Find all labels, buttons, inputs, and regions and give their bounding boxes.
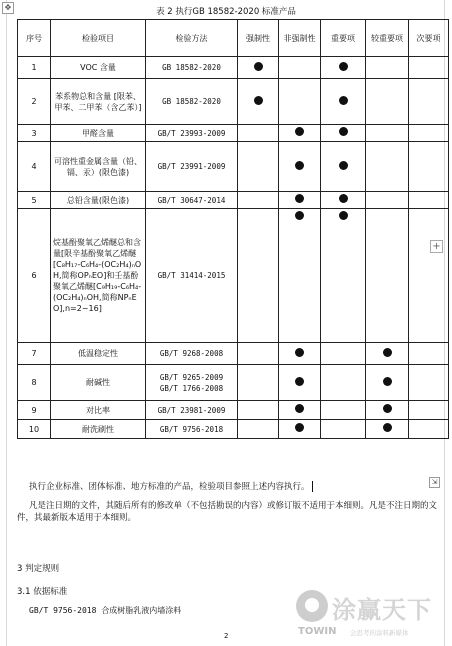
classification-cell [238,401,279,420]
paragraph-dated-references[interactable]: 凡是注日期的文件，其随后所有的修改单（不包括勘误的内容）或修订版不适用于本细则。凡是不注日期的文件，其最新版本适用于本细则。 [17,501,438,523]
classification-cell [238,343,279,365]
test-method: GB/T 23993-2009 [146,125,238,142]
paragraph-enterprise-standards[interactable]: 执行企业标准、团体标准、地方标准的产品，检验项目参照上述内容执行。 [29,481,429,493]
towin-watermark [296,588,446,644]
towin-logo-icon [296,590,328,622]
classification-cell [238,79,279,125]
table-row [18,79,449,125]
standard-reference[interactable]: GB/T 9756-2018 合成树脂乳液内墙涂料 [29,606,182,615]
row-number: 6 [18,209,51,343]
classification-cell [409,209,449,343]
classification-cell [238,142,279,192]
table-body [18,57,449,439]
table-row [18,401,449,420]
classification-cell [366,79,409,125]
table-header-row [18,20,449,57]
classification-cell [409,125,449,142]
classification-cell [321,343,366,365]
test-item: 低温稳定性 [51,343,146,365]
classification-cell [279,343,321,365]
test-item: 耐洗刷性 [51,420,146,439]
bullet-dot-icon [339,211,348,220]
classification-cell [409,192,449,209]
row-number: 7 [18,343,51,365]
test-method: GB/T 23981-2009 [146,401,238,420]
row-number: 3 [18,125,51,142]
classification-cell [238,125,279,142]
test-item: 总铅含量(限色漆) [51,192,146,209]
text-cursor [312,481,313,492]
classification-cell [238,192,279,209]
row-number: 9 [18,401,51,420]
classification-cell [409,365,449,401]
classification-cell [279,401,321,420]
bullet-dot-icon [339,161,348,170]
classification-cell [279,79,321,125]
classification-cell [409,420,449,439]
bullet-dot-icon [295,404,304,413]
classification-cell [366,209,409,343]
bullet-dot-icon [383,404,392,413]
classification-cell [279,209,321,343]
test-method: GB 18582-2020 [146,79,238,125]
section-heading-judgment-rules[interactable]: 3 判定规则 [17,564,60,574]
test-method: GB/T 31414-2015 [146,209,238,343]
classification-cell [321,79,366,125]
classification-cell [409,142,449,192]
table-row [18,125,449,142]
bullet-dot-icon [339,127,348,136]
table-move-handle-icon[interactable]: ✥ [2,2,14,14]
test-item: 甲醛含量 [51,125,146,142]
classification-cell [279,420,321,439]
column-header: 检验方法 [146,20,238,57]
classification-cell [321,142,366,192]
column-header: 重要项 [321,20,366,57]
test-item: VOC 含量 [51,57,146,79]
classification-cell [366,365,409,401]
column-header: 强制性 [238,20,279,57]
test-item: 苯系物总和含量 [限苯、甲苯、二甲苯（含乙苯）] [51,79,146,125]
classification-cell [366,57,409,79]
classification-cell [321,420,366,439]
bullet-dot-icon [254,96,263,105]
standards-table [17,19,449,439]
test-method: GB/T 30647-2014 [146,192,238,209]
bullet-dot-icon [339,96,348,105]
classification-cell [321,125,366,142]
bullet-dot-icon [295,377,304,386]
classification-cell [366,420,409,439]
bullet-dot-icon [295,194,304,203]
add-column-icon[interactable]: + [430,240,443,253]
classification-cell [409,401,449,420]
watermark-tagline: 会思考的涂料新媒体 [350,629,409,637]
bullet-dot-icon [295,127,304,136]
test-item: 对比率 [51,401,146,420]
column-header: 非强制性 [279,20,321,57]
classification-cell [366,125,409,142]
bullet-dot-icon [295,423,304,432]
watermark-title: 涂赢天下 [332,595,432,624]
row-number: 5 [18,192,51,209]
table-row [18,420,449,439]
page-number: 2 [224,632,229,640]
classification-cell [238,365,279,401]
classification-cell [321,57,366,79]
table-resize-handle-icon[interactable]: ⇲ [429,477,440,488]
bullet-dot-icon [383,423,392,432]
column-header: 检验项目 [51,20,146,57]
test-method: GB/T 23991-2009 [146,142,238,192]
column-header: 次要项 [409,20,449,57]
classification-cell [409,57,449,79]
test-item: 烷基酚聚氧乙烯醚总和含量[限辛基酚聚氧乙烯醚[C₈H₁₇-C₆H₄-(OC₂H₄)ₙOH,简称OPₙEO]和壬基酚聚氧乙烯醚[C₉H₁₉-C₆H₄-(OC₂H₄)ₙOH,简称NPₙEO],n=2~16] [51,209,146,343]
classification-cell [321,192,366,209]
test-item: 可溶性重金属含量（铅、镉、汞）(限色漆) [51,142,146,192]
subsection-heading-basis-standard[interactable]: 3.1 依据标准 [17,587,68,597]
classification-cell [409,343,449,365]
test-method: GB/T 9268-2008 [146,343,238,365]
table-row [18,57,449,79]
column-header: 较重要项 [366,20,409,57]
classification-cell [279,192,321,209]
table-row [18,365,449,401]
row-number: 8 [18,365,51,401]
bullet-dot-icon [383,377,392,386]
bullet-dot-icon [295,211,304,220]
classification-cell [321,401,366,420]
test-method: GB/T 9265-2009 GB/T 1766-2008 [146,365,238,401]
table-row [18,209,449,343]
row-number: 10 [18,420,51,439]
bullet-dot-icon [383,348,392,357]
bullet-dot-icon [339,194,348,203]
bullet-dot-icon [254,62,263,71]
column-header: 序号 [18,20,51,57]
classification-cell [279,125,321,142]
page-left-edge [6,0,7,646]
row-number: 1 [18,57,51,79]
classification-cell [279,142,321,192]
table-row [18,142,449,192]
classification-cell [366,192,409,209]
bullet-dot-icon [339,62,348,71]
classification-cell [321,209,366,343]
table-row [18,343,449,365]
classification-cell [279,57,321,79]
classification-cell [238,420,279,439]
watermark-brand: TOWIN [298,626,337,637]
classification-cell [238,209,279,343]
test-method: GB/T 9756-2018 [146,420,238,439]
table-row [18,192,449,209]
classification-cell [366,343,409,365]
test-item: 耐碱性 [51,365,146,401]
table-caption: 表 2 执行GB 18582-2020 标准产品 [156,7,296,17]
classification-cell [321,365,366,401]
classification-cell [366,142,409,192]
bullet-dot-icon [295,348,304,357]
classification-cell [409,79,449,125]
row-number: 2 [18,79,51,125]
classification-cell [279,365,321,401]
bullet-dot-icon [295,161,304,170]
row-number: 4 [18,142,51,192]
classification-cell [366,401,409,420]
classification-cell [238,57,279,79]
test-method: GB 18582-2020 [146,57,238,79]
